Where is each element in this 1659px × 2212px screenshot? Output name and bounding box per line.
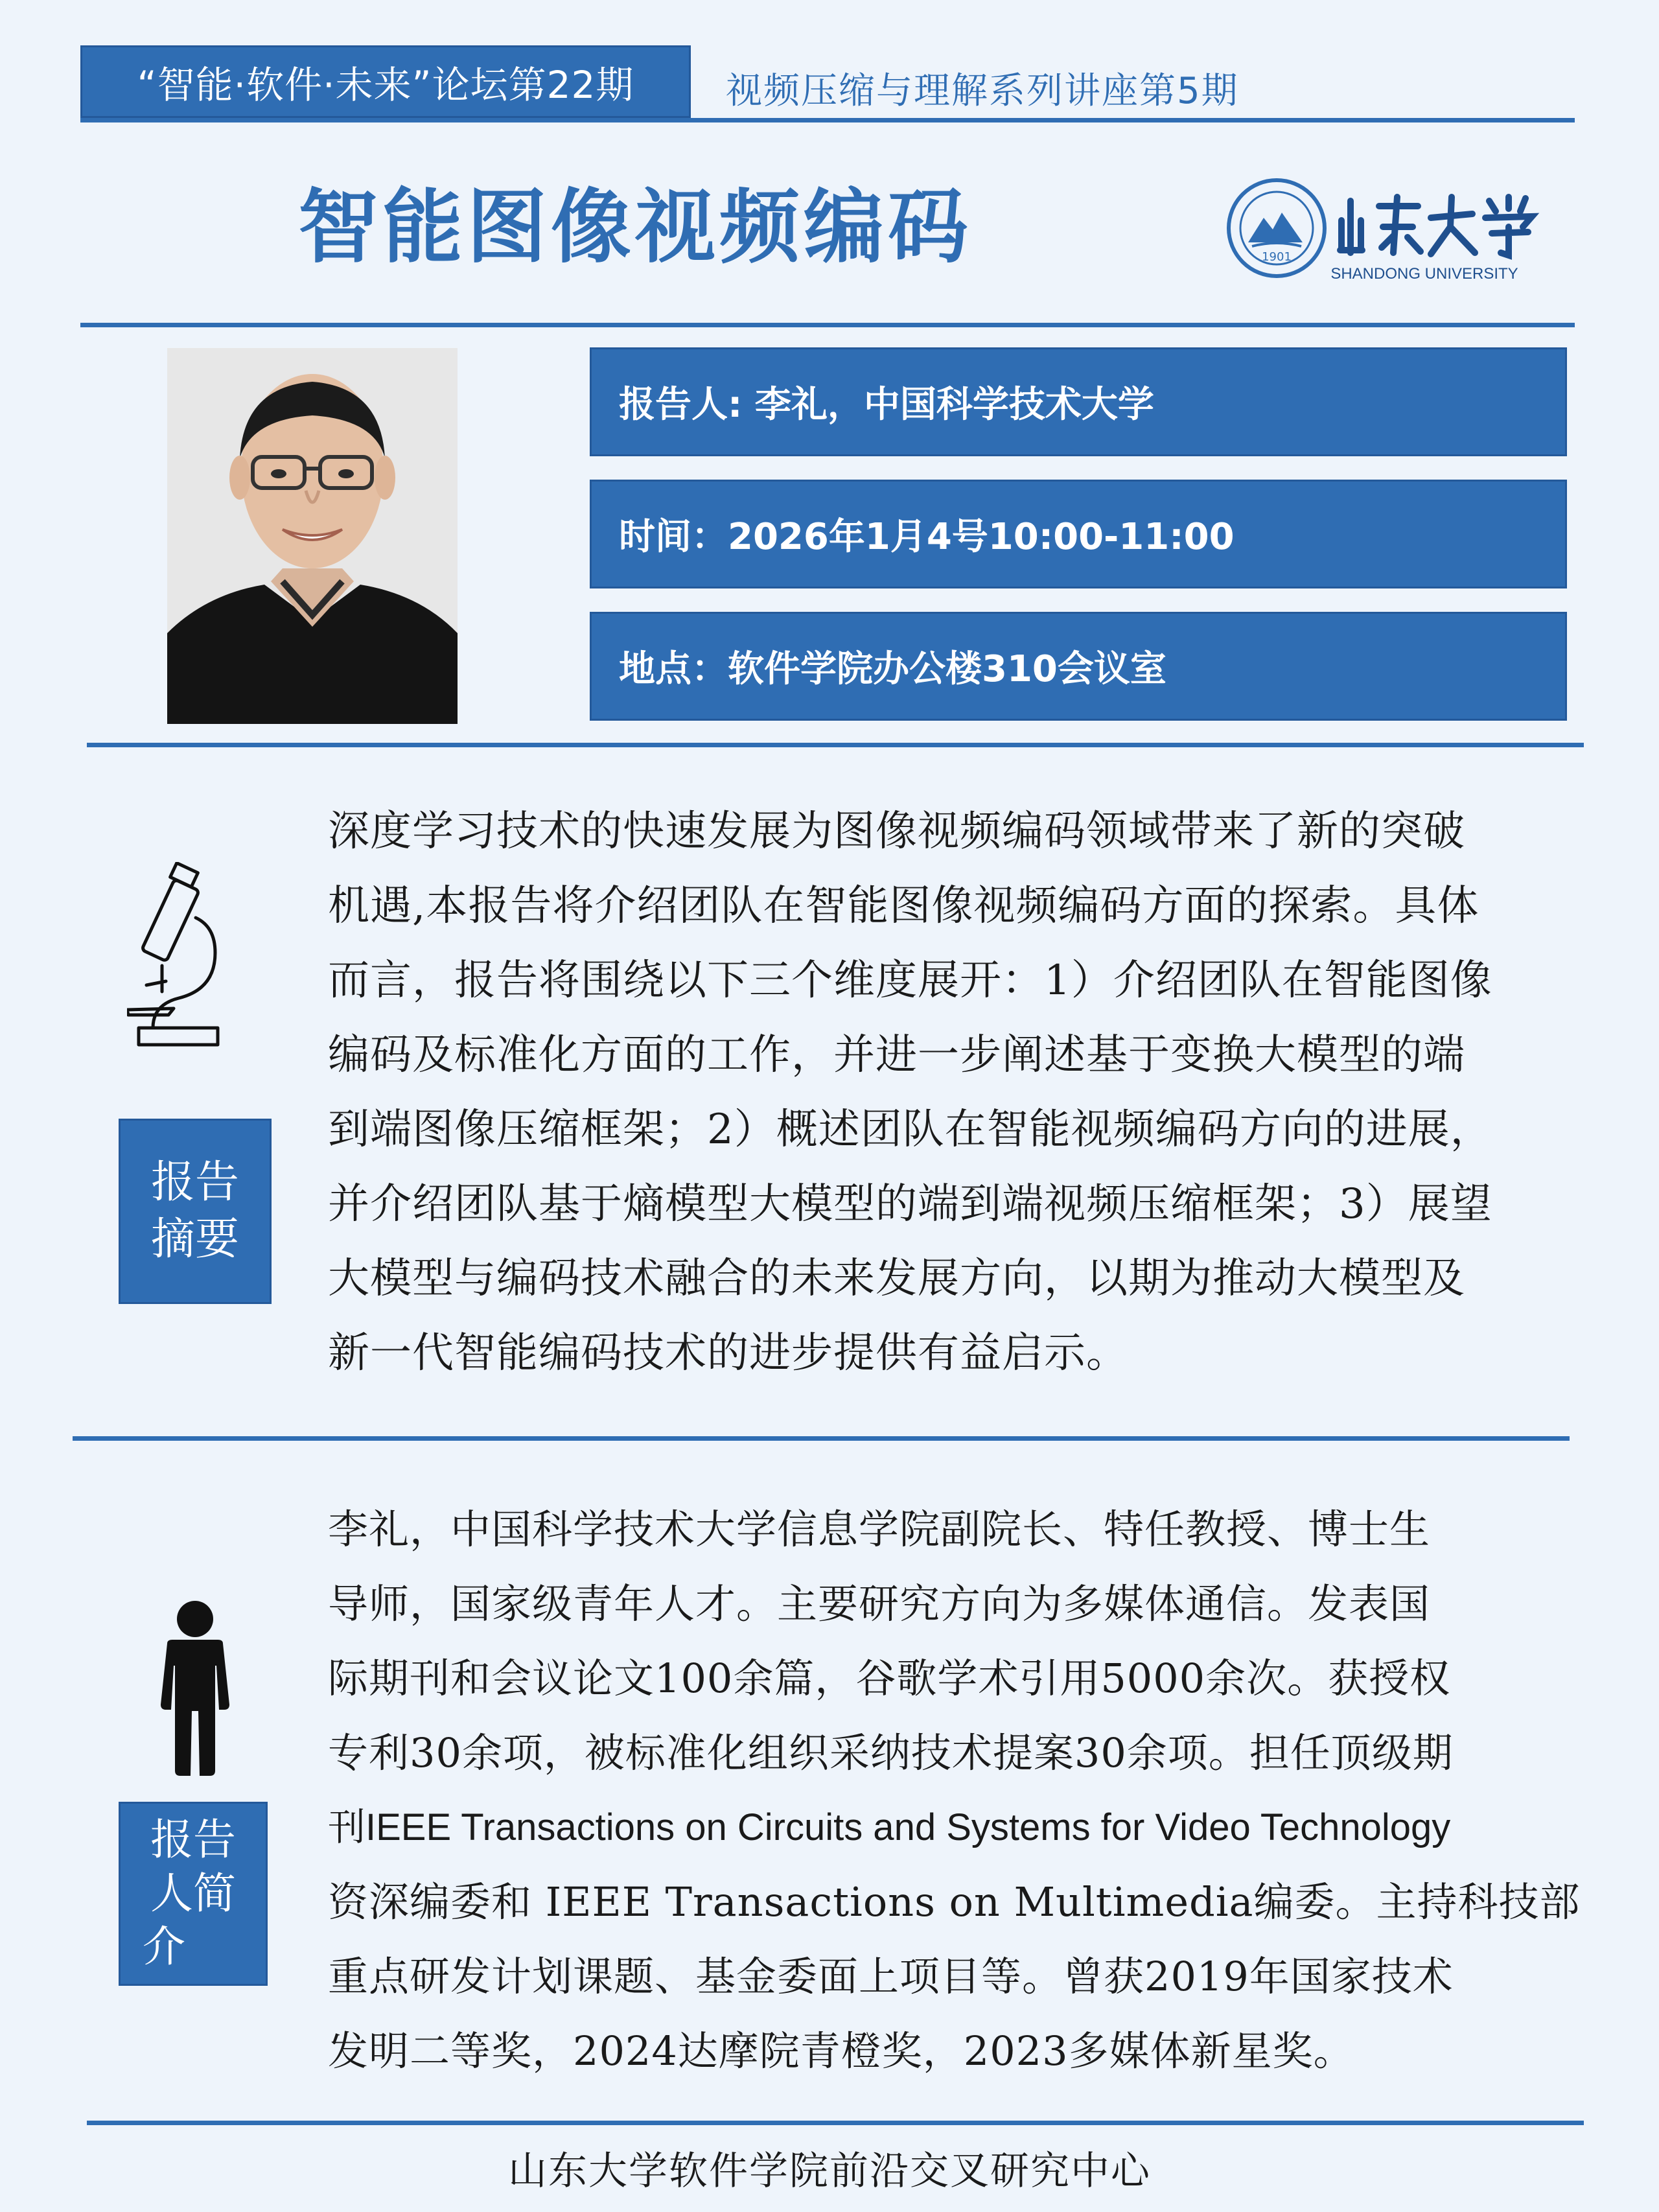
- university-seal-icon: [1224, 175, 1560, 285]
- abstract-label-line-1: 报告: [150, 1156, 239, 1208]
- bio-line: 刊IEEE Transactions on Circuits and Systems for Video Technology: [328, 1806, 1451, 1848]
- abstract-line: 新一代智能编码技术的进步提供有益启示。: [328, 1329, 1128, 1377]
- svg-text:1901: 1901: [1262, 250, 1292, 264]
- university-logo: [1224, 175, 1560, 285]
- abstract-line: 而言，报告将围绕以下三个维度展开：1）介绍团队在智能图像: [328, 957, 1492, 1005]
- abstract-line: 并介绍团队基于熵模型大模型的端到端视频压缩框架；3）展望: [328, 1180, 1492, 1228]
- bio-label-line-2: 人简: [150, 1868, 236, 1918]
- page-title: 智能图像视频编码: [298, 181, 973, 274]
- speaker-info: 报告人: 李礼，中国科学技术大学: [590, 347, 1567, 456]
- abstract-line: 编码及标准化方面的工作，并进一步阐述基于变换大模型的端: [328, 1031, 1465, 1079]
- abstract-line: 机遇,本报告将介绍团队在智能图像视频编码方面的探索。具体: [328, 882, 1479, 930]
- abstract-line: 深度学习技术的快速发展为图像视频编码领域带来了新的突破: [328, 808, 1465, 856]
- info-divider: [87, 743, 1584, 747]
- series-subtitle: 视频压缩与理解系列讲座第5期: [726, 70, 1239, 112]
- title-divider: [80, 323, 1575, 327]
- microscope-icon: [127, 862, 231, 1056]
- bio-line: 资深编委和 IEEE Transactions on Multimedia编委。主持科技部: [328, 1878, 1581, 1926]
- bio-line: 发明二等奖，2024达摩院青橙奖，2023多媒体新星奖。: [328, 2027, 1354, 2075]
- abstract-divider: [73, 1436, 1570, 1441]
- bio-line: 导师，国家级青年人才。主要研究方向为多媒体通信。发表国: [328, 1580, 1431, 1627]
- bio-label-line-1: 报告: [150, 1815, 236, 1865]
- abstract-text: [328, 795, 1572, 1391]
- header-divider: [80, 118, 1575, 122]
- bio-line: 际期刊和会议论文100余篇，谷歌学术引用5000余次。获授权: [328, 1655, 1451, 1702]
- abstract-line: 大模型与编码技术融合的未来发展方向，以期为推动大模型及: [328, 1255, 1465, 1303]
- bio-label-line-3: 介: [143, 1922, 185, 1972]
- abstract-label: [119, 1119, 272, 1304]
- bio-line: 专利30余项，被标准化组织采纳技术提案30余项。担任顶级期: [328, 1729, 1454, 1776]
- speaker-photo: [167, 348, 458, 724]
- svg-text:SHANDONG UNIVERSITY: SHANDONG UNIVERSITY: [1330, 265, 1518, 283]
- time-info: 时间：2026年1月4号10:00-11:00: [590, 480, 1567, 588]
- footer-divider: [87, 2121, 1584, 2125]
- abstract-line: 到端图像压缩框架；2）概述团队在智能视频编码方向的进展，: [328, 1106, 1492, 1154]
- series-banner: “智能·软件·未来”论坛第22期: [80, 45, 691, 118]
- abstract-label-line-2: 摘要: [150, 1214, 239, 1265]
- bio-line: 重点研发计划课题、基金委面上项目等。曾获2019年国家技术: [328, 1953, 1454, 2000]
- footer-organizer: 山东大学软件学院前沿交叉研究中心: [508, 2148, 1151, 2194]
- bio-line: 李礼，中国科学技术大学信息学院副院长、特任教授、博士生: [328, 1506, 1431, 1553]
- bio-text: [328, 1492, 1581, 2088]
- person-icon: [153, 1601, 237, 1776]
- speaker-portrait-icon: [167, 348, 458, 724]
- location-info: 地点：软件学院办公楼310会议室: [590, 612, 1567, 721]
- bio-label: [119, 1802, 268, 1986]
